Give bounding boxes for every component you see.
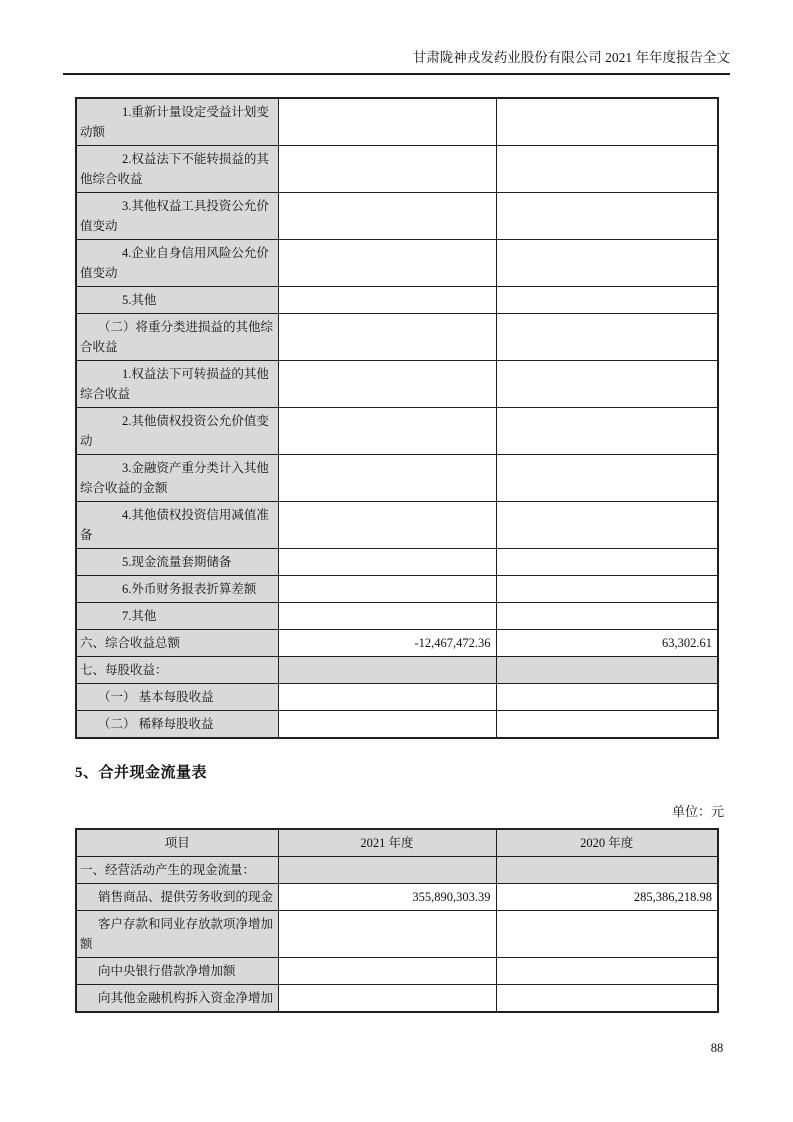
report-header-title: 甘肃陇神戎发药业股份有限公司 2021 年年度报告全文 (412, 50, 730, 65)
row-value (496, 455, 718, 502)
row-value (496, 549, 718, 576)
table-row (76, 603, 718, 630)
table-row (76, 857, 718, 884)
row-label: 客户存款和同业存放款项净增加额 (76, 911, 278, 958)
table-header-row (76, 829, 718, 857)
row-label: （一） 基本每股收益 (76, 684, 278, 711)
row-value (278, 958, 496, 985)
row-value (496, 98, 718, 146)
column-header-item: 项目 (76, 829, 278, 857)
row-value (278, 576, 496, 603)
table-row (76, 361, 718, 408)
table-row (76, 549, 718, 576)
row-value (278, 911, 496, 958)
row-label: 七、每股收益： (76, 657, 278, 684)
row-label: 6.外币财务报表折算差额 (76, 576, 278, 603)
row-label: （二）将重分类进损益的其他综合收益 (76, 314, 278, 361)
cash-flow-table (75, 828, 719, 1013)
row-label: 1.重新计量设定受益计划变动额 (76, 98, 278, 146)
page-header (63, 49, 730, 75)
row-value (278, 408, 496, 455)
row-label: 4.企业自身信用风险公允价值变动 (76, 240, 278, 287)
row-value (496, 408, 718, 455)
table-row (76, 455, 718, 502)
table-row (76, 985, 718, 1013)
unit-label: 单位：元 (671, 804, 724, 819)
row-label: 3.其他权益工具投资公允价值变动 (76, 193, 278, 240)
row-value (496, 193, 718, 240)
row-value (496, 857, 718, 884)
row-value (496, 684, 718, 711)
row-value: 285,386,218.98 (496, 884, 718, 911)
table-row (76, 884, 718, 911)
row-label: 2.权益法下不能转损益的其他综合收益 (76, 146, 278, 193)
table-row (76, 408, 718, 455)
row-value (278, 361, 496, 408)
table-row (76, 502, 718, 549)
row-label: 5.其他 (76, 287, 278, 314)
row-value (496, 657, 718, 684)
row-value (278, 502, 496, 549)
row-value (496, 576, 718, 603)
row-value (278, 603, 496, 630)
row-label: 3.金融资产重分类计入其他综合收益的金额 (76, 455, 278, 502)
table-row (76, 576, 718, 603)
row-value (278, 455, 496, 502)
row-value (496, 314, 718, 361)
row-value: -12,467,472.36 (278, 630, 496, 657)
table-row (76, 146, 718, 193)
row-value (278, 684, 496, 711)
column-header-2021: 2021 年度 (278, 829, 496, 857)
column-header-2020: 2020 年度 (496, 829, 718, 857)
row-value (278, 98, 496, 146)
table-row (76, 240, 718, 287)
row-label: 1.权益法下可转损益的其他综合收益 (76, 361, 278, 408)
row-value (496, 958, 718, 985)
row-value (278, 146, 496, 193)
row-value (278, 711, 496, 739)
row-label: 2.其他债权投资公允价值变动 (76, 408, 278, 455)
row-label: 向中央银行借款净增加额 (76, 958, 278, 985)
row-value (496, 287, 718, 314)
table-row (76, 958, 718, 985)
table-row (76, 287, 718, 314)
row-label: 六、综合收益总额 (76, 630, 278, 657)
row-label: 5.现金流量套期储备 (76, 549, 278, 576)
row-value (496, 711, 718, 739)
row-value (278, 985, 496, 1013)
row-label: 一、经营活动产生的现金流量： (76, 857, 278, 884)
row-value (496, 911, 718, 958)
row-label: 销售商品、提供劳务收到的现金 (76, 884, 278, 911)
row-value (278, 193, 496, 240)
row-label: （二） 稀释每股收益 (76, 711, 278, 739)
row-value (496, 240, 718, 287)
row-label: 向其他金融机构拆入资金净增加 (76, 985, 278, 1013)
row-value (496, 985, 718, 1013)
row-value (278, 287, 496, 314)
row-value (278, 240, 496, 287)
row-value (278, 314, 496, 361)
table-row (76, 193, 718, 240)
row-value (278, 657, 496, 684)
row-value (278, 857, 496, 884)
row-value (278, 549, 496, 576)
table-row (76, 630, 718, 657)
comprehensive-income-table (75, 97, 719, 739)
row-value: 355,890,303.39 (278, 884, 496, 911)
table-row (76, 684, 718, 711)
row-value: 63,302.61 (496, 630, 718, 657)
row-label: 7.其他 (76, 603, 278, 630)
row-value (496, 146, 718, 193)
row-label: 4.其他债权投资信用减值准备 (76, 502, 278, 549)
table-row (76, 98, 718, 146)
table-row (76, 314, 718, 361)
table-row (76, 657, 718, 684)
row-value (496, 502, 718, 549)
row-value (496, 361, 718, 408)
section-heading-cash-flow: 5、合并现金流量表 (75, 765, 208, 781)
table-row (76, 911, 718, 958)
page-number: 88 (710, 1041, 724, 1055)
table-row (76, 711, 718, 739)
row-value (496, 603, 718, 630)
